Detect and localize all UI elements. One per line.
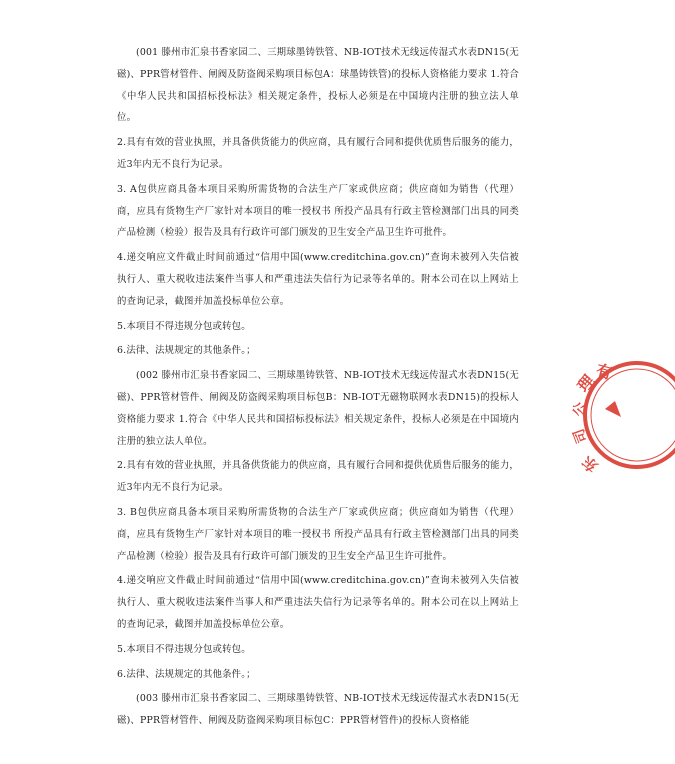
paragraph-lot-a-item-4: 4.递交响应文件截止时间前通过“信用中国(www.creditchina.gov.cn)”查询未被列入失信被执行人、重大税收违法案件当事人和严重违法失信行为记录等名单的。附本公司在以上网站上的查询记录，截图并加盖投标单位公章。 [117, 252, 519, 307]
paragraph-lot-a-heading: (001 滕州市汇泉书香家园二、三期球墨铸铁管、NB-IOT技术无线远传湿式水表DN15(无磁)、PPR管材管件、闸阀及防盗阀采购项目标包A：球墨铸铁管)的投标人资格能力要求 1.符合《中华人民共和国招标投标法》相关规定条件，投标人必须是在中国境内注册的独立法人单位。 [117, 47, 519, 124]
seal-glyph-5: 东 [578, 452, 602, 476]
paragraph-lot-a-item-2: 2.具有有效的营业执照，并具备供货能力的供应商，具有履行合同和提供优质售后服务的能力，近3年内无不良行为记录。 [117, 137, 519, 170]
paragraph-lot-b-heading: (002 滕州市汇泉书香家园二、三期球墨铸铁管、NB-IOT技术无线远传湿式水表DN15(无磁)、PPR管材管件、闸阀及防盗阀采购项目标包B：NB-IOT无磁物联网水表DN15)的投标人资格能力要求 1.符合《中华人民共和国招标投标法》相关规定条件，投标人必须是在中国境内注册的独立法人单位。 [117, 370, 519, 447]
company-seal-stamp [570, 345, 675, 485]
paragraph-lot-b-item-2: 2.具有有效的营业执照，并具备供货能力的供应商，具有履行合同和提供优质售后服务的能力，近3年内无不良行为记录。 [117, 460, 519, 494]
document-body [117, 42, 519, 732]
seal-glyph-1: 有 [593, 360, 615, 384]
paragraph-lot-a-item-3: 3. A包供应商具备本项目采购所需货物的合法生产厂家或供应商；供应商如为销售（代理）商，应具有货物生产厂家针对本项目的唯一授权书 所投产品具有行政主管检测部门出具的同类产品检测（检验）报告及具有行政许可部门颁发的卫生安全产品卫生许可批件。 [117, 183, 519, 239]
paragraph-lot-c-heading: (003 滕州市汇泉书香家园二、三期球墨铸铁管、NB-IOT技术无线远传湿式水表DN15(无磁)、PPR管材管件、闸阀及防盗阀采购项目标包C：PPR管材管件)的投标人资格能 [117, 693, 519, 727]
seal-glyph-3: 公 [571, 401, 590, 418]
paragraph-lot-b-item-6: 6.法律、法规规定的其他条件。； [117, 668, 256, 680]
paragraph-lot-a-item-6: 6.法律、法规规定的其他条件。； [117, 345, 256, 357]
seal-glyph-4: 司 [570, 426, 591, 446]
paragraph-lot-b-item-4: 4.递交响应文件截止时间前通过“信用中国(www.creditchina.gov.cn)”查询未被列入失信被执行人、重大税收违法案件当事人和严重违法失信行为记录等名单的。附本公司在以上网站上的查询记录，截图并加盖投标单位公章。 [117, 575, 519, 630]
seal-glyph-2: 理 [573, 371, 599, 396]
paragraph-lot-b-item-5: 5.本项目不得违规分包或转包。 [117, 643, 251, 655]
paragraph-lot-b-item-3: 3. B包供应商具备本项目采购所需货物的合法生产厂家或供应商；供应商如为销售（代理）商，应具有货物生产厂家针对本项目的唯一授权书 所投产品具有行政主管检测部门出具的同类产品检测（检验）报告及具有行政许可部门颁发的卫生安全产品卫生许可批件。 [117, 506, 519, 562]
paragraph-lot-a-item-5: 5.本项目不得违规分包或转包。 [117, 320, 251, 332]
